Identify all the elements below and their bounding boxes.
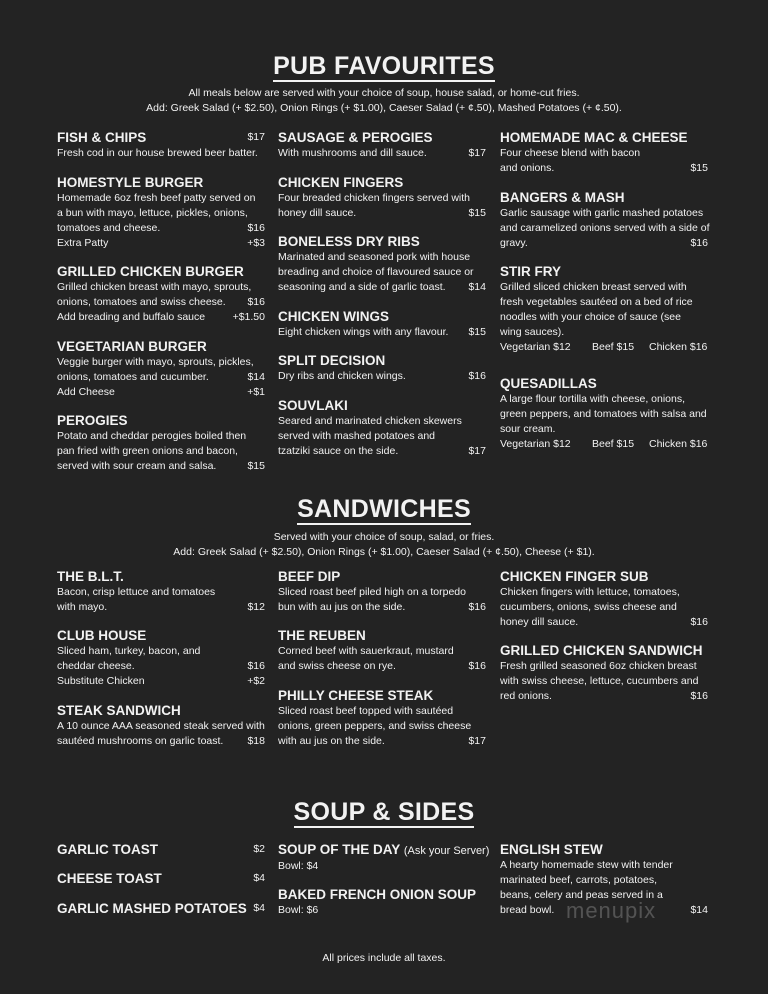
menu-item-garlic-mashed-potatoes: GARLIC MASHED POTATOES $4 [57,901,265,916]
menu-item-quesadillas: QUESADILLAS A large flour tortilla with cheese, onions, green peppers, and tomatoes with salsa and sour cream. Vegetarian $12 Beef $15 Chicken $16 [500,376,708,450]
menu-item-garlic-toast: GARLIC TOAST $2 [57,842,265,857]
menu-item-french-onion-soup: BAKED FRENCH ONION SOUP Bowl: $6 [278,887,477,916]
menu-item-chicken-wings: CHICKEN WINGS Eight chicken wings with any flavour. $15 [278,309,486,338]
menu-item-split-decision: SPLIT DECISION Dry ribs and chicken wings. $16 [278,353,486,382]
menu-item-grilled-chicken-burger: GRILLED CHICKEN BURGER Grilled chicken breast with mayo, sprouts, onions, tomatoes and swiss cheese. $16 Add breading and buffalo sauce +$1.50 [57,264,265,323]
menu-item-soup-of-the-day: SOUP OF THE DAY (Ask your Server) Bowl: $4 [278,842,490,872]
menu-item-fish-chips: FISH & CHIPS $17 Fresh cod in our house brewed beer batter. [57,130,265,159]
menu-item-reuben: THE REUBEN Corned beef with sauerkraut, mustard and swiss cheese on rye. $16 [278,628,486,672]
watermark-logo: menupix [566,898,657,923]
menu-item-sausage-perogies: SAUSAGE & PEROGIES With mushrooms and dill sauce. $17 [278,130,486,159]
pub-favourites-title: PUB FAVOURITES [273,52,495,80]
sandwiches-addons: Add: Greek Salad (+ $2.50), Onion Rings (+ $1.00), Caeser Salad (+ ¢.50), Cheese (+ $1). [173,546,595,558]
menu-item-cheese-toast: CHEESE TOAST $4 [57,871,265,886]
menu-item-vegetarian-burger: VEGETARIAN BURGER Veggie burger with mayo, sprouts, pickles, onions, tomatoes and cucumber. $14 Add Cheese +$1 [57,339,265,398]
menu-item-perogies: PEROGIES Potato and cheddar perogies boiled then pan fried with green onions and bacon, served with sour cream and salsa. $15 [57,413,265,472]
menu-item-boneless-dry-ribs: BONELESS DRY RIBS Marinated and seasoned pork with house breading and choice of flavoured sauce or seasoning and a side of garlic toast. $14 [278,234,486,293]
menu-item-steak-sandwich: STEAK SANDWICH A 10 ounce AAA seasoned steak served with sautéed mushrooms on garlic toast. $18 [57,703,265,747]
menu-item-mac-cheese: HOMEMADE MAC & CHEESE Four cheese blend with bacon and onions. $15 [500,130,708,174]
footer-note: All prices include all taxes. [322,952,446,964]
menu-item-souvlaki: SOUVLAKI Seared and marinated chicken skewers served with mashed potatoes and tzatziki sauce on the side. $17 [278,398,486,457]
menu-item-blt: THE B.L.T. Bacon, crisp lettuce and tomatoes with mayo. $12 [57,569,265,613]
menu-item-chicken-fingers: CHICKEN FINGERS Four breaded chicken fingers served with honey dill sauce. $15 [278,175,486,219]
menu-item-bangers-mash: BANGERS & MASH Garlic sausage with garlic mashed potatoes and caramelized onions served with a side of gravy. $16 [500,190,710,249]
soup-sides-title: SOUP & SIDES [293,798,475,826]
menu-item-beef-dip: BEEF DIP Sliced roast beef piled high on a torpedo bun with au jus on the side. $16 [278,569,486,613]
menu-item-philly-cheese-steak: PHILLY CHEESE STEAK Sliced roast beef topped with sautéed onions, green peppers, and swiss cheese with au jus on the side. $17 [278,688,486,747]
sandwiches-title: SANDWICHES [297,495,471,523]
menu-item-club-house: CLUB HOUSE Sliced ham, turkey, bacon, and cheddar cheese. $16 Substitute Chicken +$2 [57,628,265,687]
menu-item-stir-fry: STIR FRY Grilled sliced chicken breast served with fresh vegetables sautéed on a bed of rice noodles with your choice of sauce (see wing sauces). Vegetarian $12 Beef $15 Chicken $16 [500,264,708,353]
menu-item-chicken-finger-sub: CHICKEN FINGER SUB Chicken fingers with lettuce, tomatoes, cucumbers, onions, swiss cheese and honey dill sauce. $16 [500,569,708,628]
menu-item-homestyle-burger: HOMESTYLE BURGER Homemade 6oz fresh beef patty served on a bun with mayo, lettuce, pickles, onions, tomatoes and cheese. $16 Extra Patty +$3 [57,175,265,249]
sandwiches-note: Served with your choice of soup, salad, or fries. [273,531,495,543]
pub-favourites-addons: Add: Greek Salad (+ $2.50), Onion Rings (+ $1.00), Caeser Salad (+ ¢.50), Mashed Potatoes (+ ¢.50). [146,102,622,114]
pub-favourites-note: All meals below are served with your choice of soup, house salad, or home-cut fries. [188,87,580,99]
menu-item-english-stew: ENGLISH STEW A hearty homemade stew with tender marinated beef, carrots, potatoes, beans, celery and peas served in a bread bowl. $14 [500,842,708,916]
menu-item-grilled-chicken-sandwich: GRILLED CHICKEN SANDWICH Fresh grilled seasoned 6oz chicken breast with swiss cheese, lettuce, cucumbers and red onions. $16 [500,643,708,702]
